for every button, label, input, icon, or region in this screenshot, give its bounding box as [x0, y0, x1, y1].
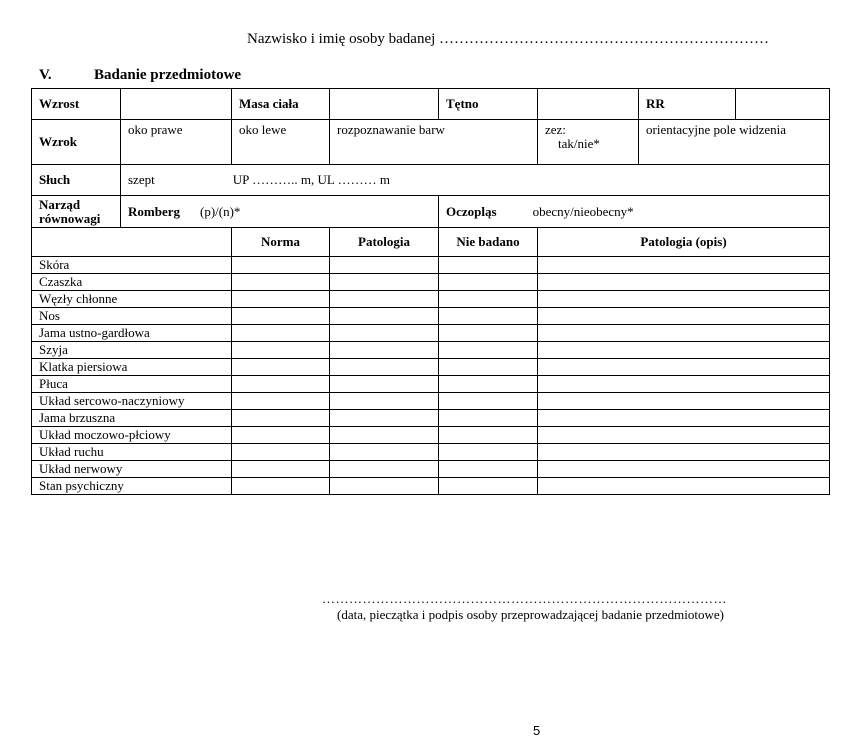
table-row	[32, 444, 830, 461]
cell-patologia-opis[interactable]	[538, 410, 830, 427]
section-title: Badanie przedmiotowe	[94, 67, 242, 83]
row-label: Skóra	[32, 257, 232, 274]
cell-norma[interactable]	[232, 325, 330, 342]
cell-patologia-opis[interactable]	[538, 325, 830, 342]
cell-patologia[interactable]	[330, 359, 439, 376]
cell-patologia-opis[interactable]	[538, 376, 830, 393]
table-row	[32, 274, 830, 291]
section-heading	[39, 67, 241, 84]
row-label: Układ nerwowy	[32, 461, 232, 478]
row-label: Szyja	[32, 342, 232, 359]
cell-nie-badano[interactable]	[439, 342, 538, 359]
column-patologia: Patologia	[330, 228, 439, 257]
cell-norma[interactable]	[232, 257, 330, 274]
table-row	[32, 325, 830, 342]
cell-patologia-opis[interactable]	[538, 291, 830, 308]
label-masa-ciala: Masa ciała	[232, 89, 330, 120]
field-oczoplas[interactable]	[439, 196, 830, 228]
cell-patologia[interactable]	[330, 444, 439, 461]
cell-norma[interactable]	[232, 274, 330, 291]
cell-patologia-opis[interactable]	[538, 342, 830, 359]
cell-norma[interactable]	[232, 427, 330, 444]
cell-patologia-opis[interactable]	[538, 308, 830, 325]
row-narzad-rownowagi	[32, 196, 830, 228]
cell-patologia-opis[interactable]	[538, 359, 830, 376]
field-rr[interactable]	[736, 89, 830, 120]
row-sluch	[32, 165, 830, 196]
row-wzrok	[32, 120, 830, 165]
row-label: Układ sercowo-naczyniowy	[32, 393, 232, 410]
cell-patologia[interactable]	[330, 427, 439, 444]
cell-norma[interactable]	[232, 410, 330, 427]
signature-caption: (data, pieczątka i podpis osoby przeprowadzającej badanie przedmiotowe)	[337, 607, 724, 622]
cell-nie-badano[interactable]	[439, 325, 538, 342]
row-wzrost	[32, 89, 830, 120]
label-sluch: Słuch	[32, 165, 121, 196]
cell-nie-badano[interactable]	[439, 308, 538, 325]
table-row	[32, 478, 830, 495]
cell-nie-badano[interactable]	[439, 257, 538, 274]
cell-nie-badano[interactable]	[439, 291, 538, 308]
romberg-label: Romberg	[128, 203, 180, 219]
cell-patologia[interactable]	[330, 478, 439, 495]
row-label: Klatka piersiowa	[32, 359, 232, 376]
row-label: Nos	[32, 308, 232, 325]
label-narzad-rownowagi: Narząd równowagi	[32, 196, 121, 228]
cell-nie-badano[interactable]	[439, 359, 538, 376]
assessment-rows	[32, 257, 830, 495]
row-label: Jama brzuszna	[32, 410, 232, 427]
cell-norma[interactable]	[232, 376, 330, 393]
cell-patologia-opis[interactable]	[538, 461, 830, 478]
cell-norma[interactable]	[232, 291, 330, 308]
page-number: 5	[533, 723, 541, 738]
cell-norma[interactable]	[232, 308, 330, 325]
table-row	[32, 342, 830, 359]
table-row	[32, 257, 830, 274]
field-zez[interactable]	[538, 120, 639, 165]
romberg-options: (p)/(n)*	[200, 203, 241, 219]
cell-norma[interactable]	[232, 444, 330, 461]
table-row	[32, 461, 830, 478]
cell-nie-badano[interactable]	[439, 274, 538, 291]
cell-patologia[interactable]	[330, 393, 439, 410]
row-label: Układ ruchu	[32, 444, 232, 461]
field-wzrost[interactable]	[121, 89, 232, 120]
field-oko-lewe[interactable]: oko lewe	[232, 120, 330, 165]
cell-patologia-opis[interactable]	[538, 274, 830, 291]
column-nie-badano: Nie badano	[439, 228, 538, 257]
field-oko-prawe[interactable]: oko prawe	[121, 120, 232, 165]
physical-exam-table	[31, 88, 830, 495]
cell-patologia[interactable]	[330, 274, 439, 291]
cell-nie-badano[interactable]	[439, 444, 538, 461]
sluch-up-ul: UP ……….. m, UL ……… m	[232, 172, 390, 187]
cell-patologia-opis[interactable]	[538, 427, 830, 444]
cell-patologia-opis[interactable]	[538, 393, 830, 410]
cell-norma[interactable]	[232, 342, 330, 359]
table-row	[32, 291, 830, 308]
column-norma: Norma	[232, 228, 330, 257]
cell-nie-badano[interactable]	[439, 461, 538, 478]
zez-label: zez:	[545, 122, 566, 137]
cell-patologia[interactable]	[330, 376, 439, 393]
table-row	[32, 376, 830, 393]
cell-patologia[interactable]	[330, 308, 439, 325]
cell-patologia-opis[interactable]	[538, 478, 830, 495]
field-masa-ciala[interactable]	[330, 89, 439, 120]
table-row	[32, 359, 830, 376]
cell-patologia[interactable]	[330, 410, 439, 427]
row-label: Węzły chłonne	[32, 291, 232, 308]
cell-nie-badano[interactable]	[439, 427, 538, 444]
row-label: Czaszka	[32, 274, 232, 291]
zez-options: tak/nie*	[558, 136, 600, 151]
table-row	[32, 308, 830, 325]
row-label: Stan psychiczny	[32, 478, 232, 495]
table-row	[32, 393, 830, 410]
field-sluch[interactable]	[121, 165, 830, 196]
label-wzrost: Wzrost	[32, 89, 121, 120]
field-rozpoznawanie-barw[interactable]: rozpoznawanie barw	[330, 120, 538, 165]
cell-nie-badano[interactable]	[439, 393, 538, 410]
cell-patologia[interactable]	[330, 291, 439, 308]
row-label: Płuca	[32, 376, 232, 393]
cell-patologia[interactable]	[330, 461, 439, 478]
oczoplas-label: Oczopląs	[446, 203, 497, 219]
oczoplas-options: obecny/nieobecny*	[532, 203, 634, 219]
label-rr: RR	[639, 89, 736, 120]
cell-patologia[interactable]	[330, 257, 439, 274]
field-pole-widzenia[interactable]: orientacyjne pole widzenia	[639, 120, 830, 165]
cell-norma[interactable]	[232, 461, 330, 478]
field-tetno[interactable]	[538, 89, 639, 120]
row-label: Jama ustno-gardłowa	[32, 325, 232, 342]
table-row	[32, 427, 830, 444]
row-label: Układ moczowo-płciowy	[32, 427, 232, 444]
signature-line: ………………………………………………………………………………	[322, 591, 727, 606]
cell-nie-badano[interactable]	[439, 478, 538, 495]
cell-patologia-opis[interactable]	[538, 444, 830, 461]
cell-patologia[interactable]	[330, 342, 439, 359]
cell-norma[interactable]	[232, 359, 330, 376]
cell-nie-badano[interactable]	[439, 376, 538, 393]
column-patologia-opis: Patologia (opis)	[538, 228, 830, 257]
assessment-header-row	[32, 228, 830, 257]
section-number: V.	[39, 67, 52, 83]
label-tetno: Tętno	[439, 89, 538, 120]
header-blank	[32, 228, 232, 257]
cell-patologia[interactable]	[330, 325, 439, 342]
cell-norma[interactable]	[232, 393, 330, 410]
cell-nie-badano[interactable]	[439, 410, 538, 427]
table-row	[32, 410, 830, 427]
cell-patologia-opis[interactable]	[538, 257, 830, 274]
field-romberg[interactable]	[121, 196, 439, 228]
sluch-szept: szept	[128, 172, 155, 187]
cell-norma[interactable]	[232, 478, 330, 495]
patient-name-line: Nazwisko i imię osoby badanej …………………………………………………………	[247, 31, 770, 47]
label-wzrok: Wzrok	[32, 120, 121, 165]
